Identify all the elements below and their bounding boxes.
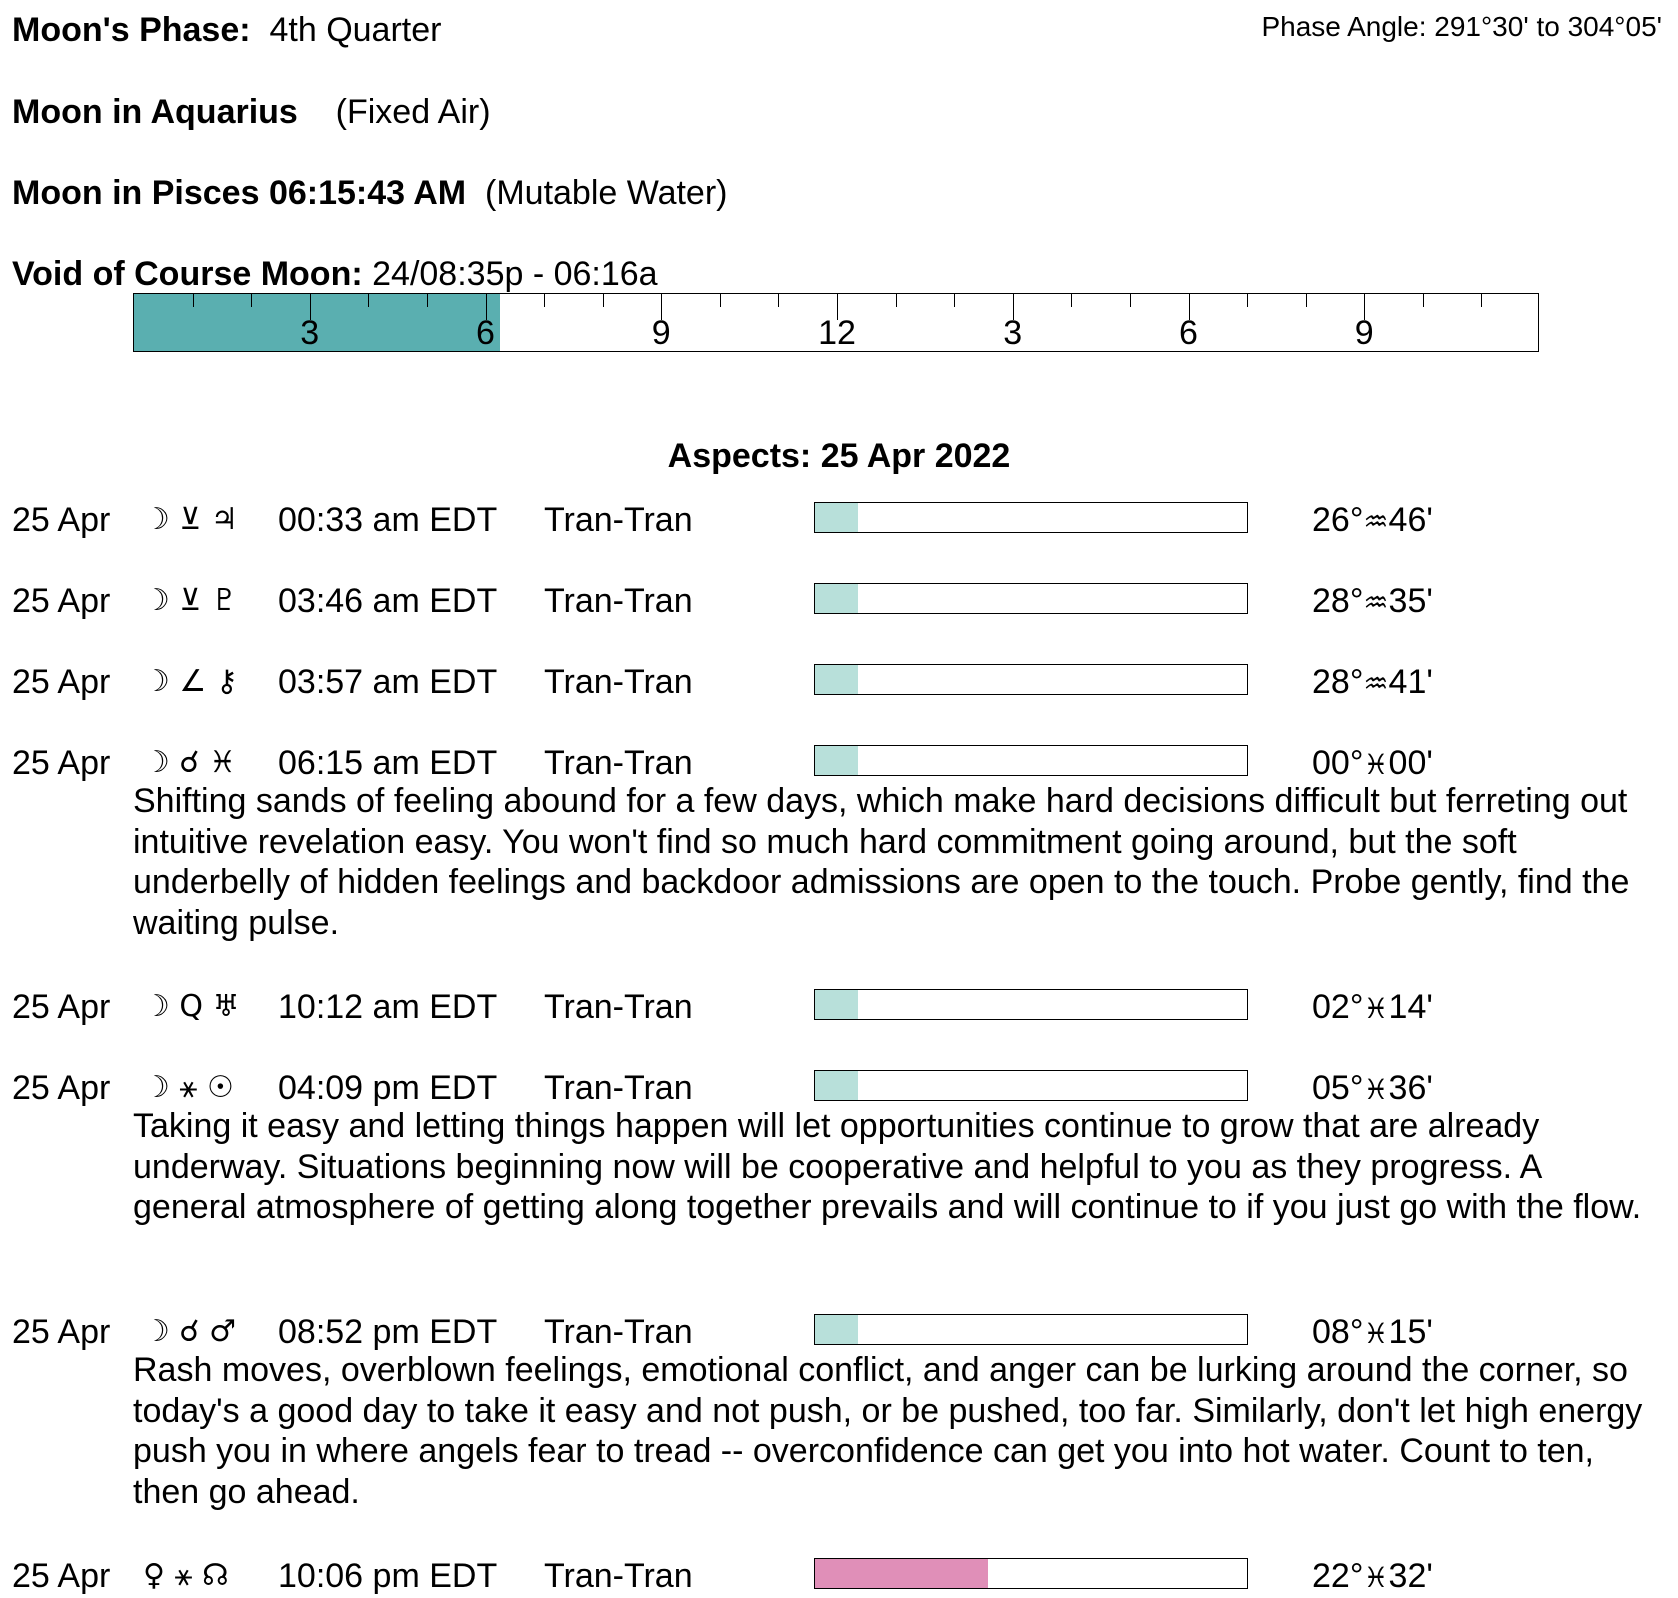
moon-phase-label: Moon's Phase: xyxy=(12,11,251,49)
aspect-sign-icon: ♓ xyxy=(1363,992,1389,1025)
moon-sign-pisces xyxy=(12,173,727,213)
aspect-strength-fill xyxy=(815,503,858,532)
aspect-glyphs: ☽ ⊻ ♇ xyxy=(143,583,238,618)
moon-sign-pisces-label: Moon in Pisces 06:15:43 AM xyxy=(12,174,467,212)
aspect-strength-bar xyxy=(814,1070,1248,1101)
aspect-strength-bar xyxy=(814,1314,1248,1345)
timeline-tick xyxy=(1423,294,1424,307)
timeline-hour-label: 6 xyxy=(476,314,495,352)
timeline-tick xyxy=(1071,294,1072,307)
aspect-strength-bar xyxy=(814,745,1248,776)
aspect-type: Tran-Tran xyxy=(544,1557,693,1595)
aspect-position xyxy=(1312,581,1433,623)
aspect-minute: 46' xyxy=(1388,501,1433,539)
aspect-date: 25 Apr xyxy=(12,582,111,620)
aspect-degree: 26° xyxy=(1312,501,1364,539)
timeline-tick xyxy=(1306,294,1307,307)
aspect-time: 08:52 pm EDT xyxy=(278,1313,498,1351)
aspect-strength-fill xyxy=(815,1315,858,1344)
aspect-glyphs: ☽ ☌ ♂ xyxy=(143,1314,237,1349)
aspect-minute: 14' xyxy=(1388,988,1433,1026)
aspect-glyphs: ☽ ∠ ⚷ xyxy=(143,664,238,699)
aspect-strength-fill xyxy=(815,584,858,613)
aspect-position xyxy=(1312,743,1433,785)
aspect-position xyxy=(1312,1312,1433,1354)
aspect-sign-icon: ♓ xyxy=(1363,748,1389,781)
void-of-course-timeline xyxy=(133,293,1539,352)
timeline-tick xyxy=(193,294,194,307)
aspect-sign-icon: ♒ xyxy=(1363,586,1389,619)
timeline-tick xyxy=(427,294,428,307)
aspect-position xyxy=(1312,662,1433,704)
moon-phase-value: 4th Quarter xyxy=(269,11,442,49)
aspect-row xyxy=(0,987,1678,1027)
aspect-minute: 15' xyxy=(1388,1313,1433,1351)
aspect-degree: 28° xyxy=(1312,582,1364,620)
aspect-degree: 08° xyxy=(1312,1313,1364,1351)
aspect-row xyxy=(0,743,1678,783)
moon-sign-aquarius-label: Moon in Aquarius xyxy=(12,93,298,131)
aspect-glyphs: ☽ ⊻ ♃ xyxy=(143,502,238,537)
timeline-hour-label: 9 xyxy=(1354,314,1374,352)
timeline-tick xyxy=(896,294,897,307)
timeline-tick xyxy=(603,294,604,307)
timeline-tick xyxy=(954,294,955,307)
aspect-type: Tran-Tran xyxy=(544,1069,693,1107)
aspect-minute: 00' xyxy=(1388,744,1433,782)
aspect-glyphs: ☽ ☌ ♓ xyxy=(143,745,237,780)
aspect-date: 25 Apr xyxy=(12,1313,111,1351)
aspect-strength-bar xyxy=(814,664,1248,695)
aspect-strength-bar xyxy=(814,583,1248,614)
timeline-tick xyxy=(1247,294,1248,307)
timeline-tick xyxy=(778,294,779,307)
aspect-time: 10:06 pm EDT xyxy=(278,1557,498,1595)
timeline-tick xyxy=(368,294,369,307)
aspect-strength-bar xyxy=(814,989,1248,1020)
aspect-strength-fill xyxy=(815,1071,858,1100)
aspect-position xyxy=(1312,500,1433,542)
aspect-position xyxy=(1312,1556,1433,1598)
aspect-sign-icon: ♒ xyxy=(1363,505,1389,538)
aspect-minute: 32' xyxy=(1388,1557,1433,1595)
aspect-time: 03:57 am EDT xyxy=(278,663,498,701)
aspect-row xyxy=(0,1312,1678,1352)
aspect-degree: 02° xyxy=(1312,988,1364,1026)
aspect-description: Rash moves, overblown feelings, emotional conflict, and anger can be lurking around the corner, so today's a good day to take it easy and not push, or be pushed, too far. Similarly, don't let high energy push you in where angels fear to tread -- overconfidence can get you into hot water. Count to ten, then go ahead. xyxy=(133,1351,1643,1511)
void-of-course xyxy=(12,254,658,294)
aspect-position xyxy=(1312,1068,1433,1110)
aspect-glyphs: ♀ ⚹ ☊ xyxy=(143,1558,229,1593)
aspect-degree: 22° xyxy=(1312,1557,1364,1595)
timeline-tick xyxy=(1481,294,1482,307)
aspect-glyphs: ☽ Q ♅ xyxy=(143,989,240,1024)
aspect-strength-fill xyxy=(815,990,858,1019)
aspects-title: Aspects: 25 Apr 2022 xyxy=(667,437,1011,475)
aspect-date: 25 Apr xyxy=(12,1069,111,1107)
aspect-sign-icon: ♓ xyxy=(1363,1073,1389,1106)
aspect-row xyxy=(0,662,1678,702)
phase-angle: Phase Angle: 291°30' to 304°05' xyxy=(1261,11,1662,42)
timeline-hour-label: 3 xyxy=(300,314,320,352)
aspect-glyphs: ☽ ⚹ ☉ xyxy=(143,1070,234,1105)
aspect-type: Tran-Tran xyxy=(544,663,693,701)
aspect-sign-icon: ♓ xyxy=(1363,1317,1389,1350)
moon-sign-aquarius xyxy=(12,92,491,132)
aspect-strength-fill xyxy=(815,665,858,694)
aspect-type: Tran-Tran xyxy=(544,582,693,620)
aspect-time: 06:15 am EDT xyxy=(278,744,498,782)
timeline-tick xyxy=(544,294,545,307)
aspect-degree: 05° xyxy=(1312,1069,1364,1107)
aspect-time: 04:09 pm EDT xyxy=(278,1069,498,1107)
aspect-row xyxy=(0,500,1678,540)
timeline-tick xyxy=(720,294,721,307)
aspect-time: 00:33 am EDT xyxy=(278,501,498,539)
void-of-course-label: Void of Course Moon: xyxy=(12,255,363,293)
aspect-minute: 36' xyxy=(1388,1069,1433,1107)
aspect-type: Tran-Tran xyxy=(544,501,693,539)
aspect-strength-bar xyxy=(814,502,1248,533)
aspect-strength-bar xyxy=(814,1558,1248,1589)
aspect-minute: 41' xyxy=(1388,663,1433,701)
aspect-type: Tran-Tran xyxy=(544,744,693,782)
aspect-date: 25 Apr xyxy=(12,744,111,782)
aspect-row xyxy=(0,581,1678,621)
aspect-row xyxy=(0,1556,1678,1596)
aspect-date: 25 Apr xyxy=(12,1557,111,1595)
aspect-description: Taking it easy and letting things happen will let opportunities continue to grow that are already underway. Situations beginning now will be cooperative and helpful to you as they progress. A general atmosphere of getting along together prevails and will continue to if you just go with the flow. xyxy=(133,1107,1642,1226)
aspect-degree: 00° xyxy=(1312,744,1364,782)
moon-sign-pisces-quality: (Mutable Water) xyxy=(485,174,728,212)
aspect-type: Tran-Tran xyxy=(544,1313,693,1351)
moon-sign-aquarius-quality: (Fixed Air) xyxy=(335,93,491,131)
aspect-time: 03:46 am EDT xyxy=(278,582,498,620)
timeline-hour-label: 12 xyxy=(818,314,856,352)
aspect-degree: 28° xyxy=(1312,663,1364,701)
aspect-sign-icon: ♒ xyxy=(1363,667,1389,700)
timeline-hour-label: 3 xyxy=(1003,314,1023,352)
void-of-course-value: 24/08:35p - 06:16a xyxy=(372,255,658,293)
timeline-hour-label: 6 xyxy=(1179,314,1198,352)
aspect-time: 10:12 am EDT xyxy=(278,988,498,1026)
aspect-date: 25 Apr xyxy=(12,501,111,539)
aspect-strength-fill xyxy=(815,746,858,775)
aspect-date: 25 Apr xyxy=(12,663,111,701)
aspect-position xyxy=(1312,987,1433,1029)
aspect-sign-icon: ♓ xyxy=(1363,1561,1389,1594)
aspect-date: 25 Apr xyxy=(12,988,111,1026)
aspect-type: Tran-Tran xyxy=(544,988,693,1026)
moon-phase-line xyxy=(12,10,441,50)
timeline-hour-label: 9 xyxy=(651,314,671,352)
aspect-strength-fill xyxy=(815,1559,988,1588)
timeline-tick xyxy=(251,294,252,307)
aspect-minute: 35' xyxy=(1388,582,1433,620)
aspect-description: Shifting sands of feeling abound for a few days, which make hard decisions difficult but ferreting out intuitive revelation easy. You won't find so much hard commitment going around, but the soft underbelly of hidden feelings and backdoor admissions are open to the touch. Probe gently, find the waiting pulse. xyxy=(133,782,1630,942)
timeline-tick xyxy=(1130,294,1131,307)
aspect-row xyxy=(0,1068,1678,1108)
